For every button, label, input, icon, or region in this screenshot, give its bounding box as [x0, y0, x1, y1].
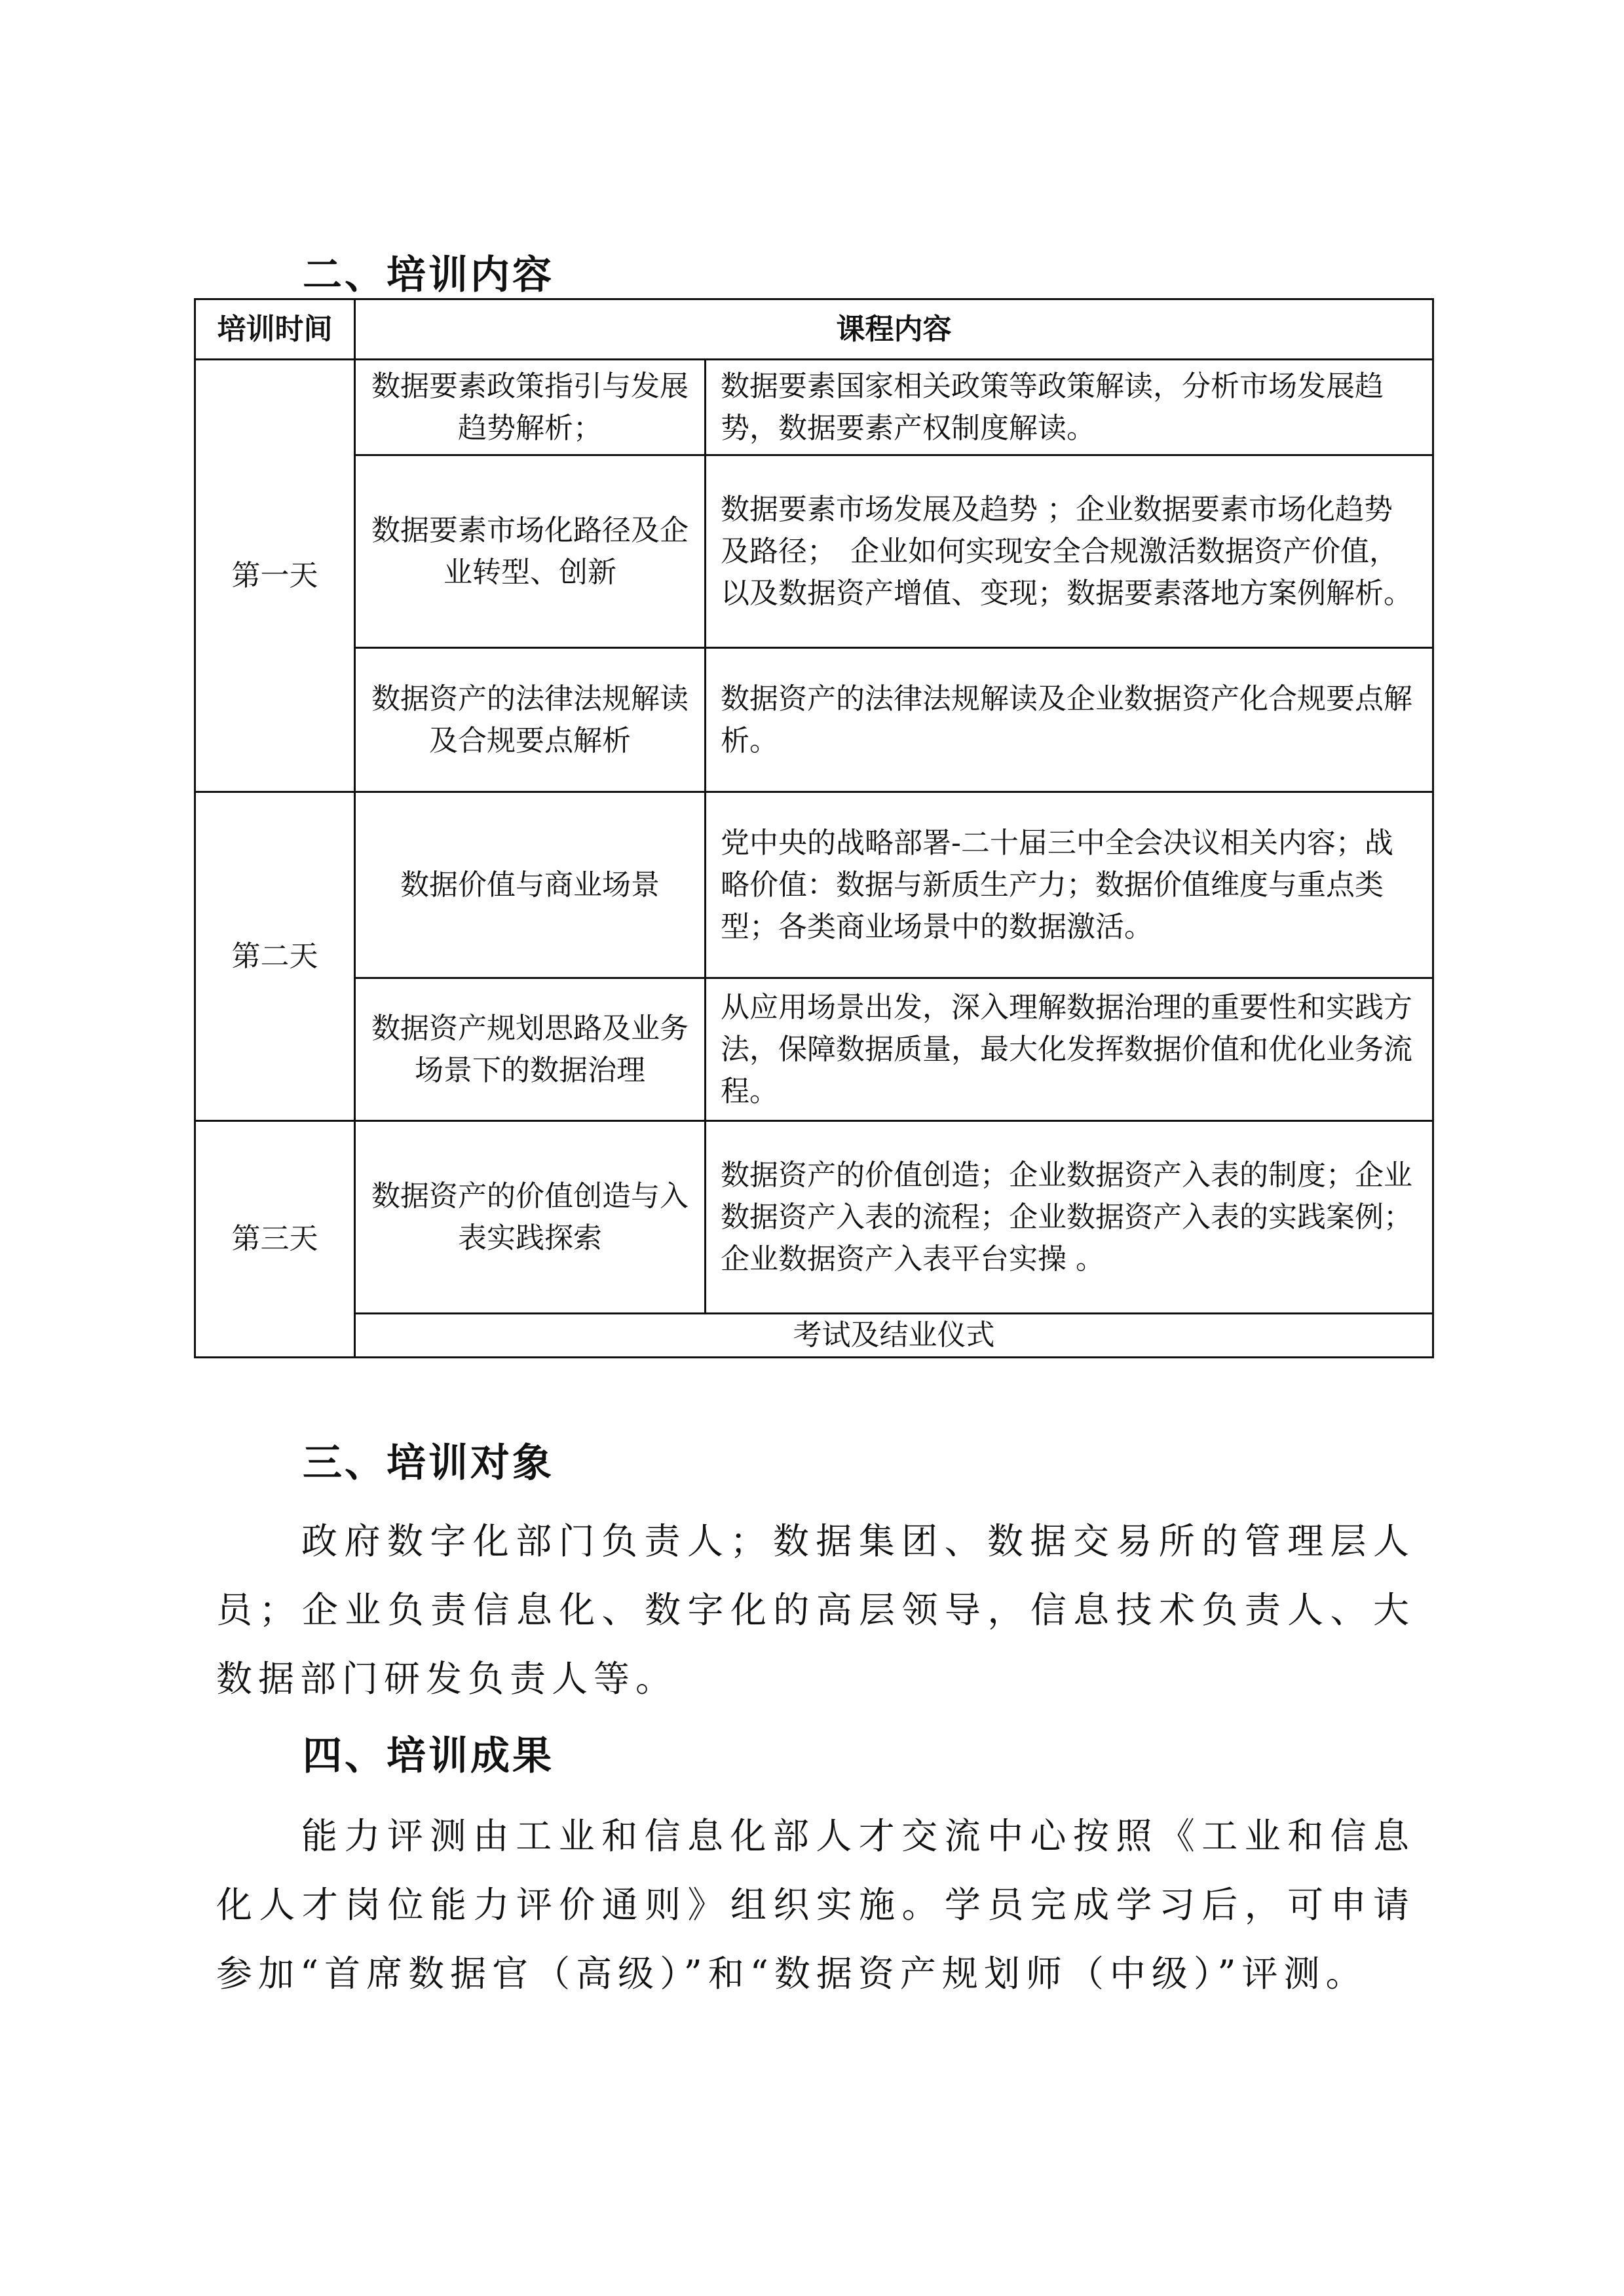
table-row — [195, 1121, 1433, 1314]
table-header-row — [195, 299, 1433, 360]
section-heading-content: 二、培训内容 — [303, 252, 554, 298]
course-topic: 数据要素政策指引与发展趋势解析； — [355, 360, 706, 455]
course-topic: 数据资产的价值创造与入表实践探索 — [355, 1121, 706, 1314]
course-topic: 数据价值与商业场景 — [355, 792, 706, 978]
course-detail: 党中央的战略部署-二十届三中全会决议相关内容；战略价值：数据与新质生产力；数据价值维度与重点类型；各类商业场景中的数据激活。 — [706, 792, 1433, 978]
course-table — [194, 298, 1434, 1358]
target-audience-text: 政府数字化部门负责人；数据集团、数据交易所的管理层人员；企业负责信息化、数字化的高层领导，信息技术负责人、大数据部门研发负责人等。 — [216, 1520, 1415, 1700]
course-topic: 数据资产规划思路及业务场景下的数据治理 — [355, 978, 706, 1121]
day-three: 第三天 — [195, 1121, 355, 1358]
course-detail: 从应用场景出发，深入理解数据治理的重要性和实践方法，保障数据质量，最大化发挥数据价值和优化业务流程。 — [706, 978, 1433, 1121]
course-detail: 数据要素市场发展及趋势 ；企业数据要素市场化趋势及路径； 企业如何实现安全合规激活数据资产价值，以及数据资产增值、变现；数据要素落地方案例解析。 — [706, 455, 1433, 648]
table-row — [195, 360, 1433, 455]
table-row — [195, 1314, 1433, 1358]
course-detail: 数据资产的价值创造；企业数据资产入表的制度；企业数据资产入表的流程；企业数据资产入表的实践案例；企业数据资产入表平台实操 。 — [706, 1121, 1433, 1314]
header-training-time: 培训时间 — [195, 299, 355, 360]
day-one: 第一天 — [195, 360, 355, 792]
table-row — [195, 792, 1433, 978]
section-heading-result: 四、培训成果 — [303, 1733, 554, 1779]
table-row — [195, 978, 1433, 1121]
course-detail: 数据资产的法律法规解读及企业数据资产化合规要点解析。 — [706, 648, 1433, 792]
section-heading-target: 三、培训对象 — [303, 1440, 554, 1486]
table-row — [195, 648, 1433, 792]
training-result-text: 能力评测由工业和信息化部人才交流中心按照《工业和信息化人才岗位能力评价通则》组织实施。学员完成学习后，可申请参加“首席数据官（高级）”和“数据资产规划师（中级）”评测。 — [216, 1815, 1415, 1995]
table-row — [195, 455, 1433, 648]
header-course-content: 课程内容 — [355, 299, 1433, 360]
course-detail: 数据要素国家相关政策等政策解读，分析市场发展趋势，数据要素产权制度解读。 — [706, 360, 1433, 455]
course-topic: 数据要素市场化路径及企业转型、创新 — [355, 455, 706, 648]
exam-ceremony: 考试及结业仪式 — [355, 1314, 1433, 1358]
day-two: 第二天 — [195, 792, 355, 1121]
course-topic: 数据资产的法律法规解读及合规要点解析 — [355, 648, 706, 792]
